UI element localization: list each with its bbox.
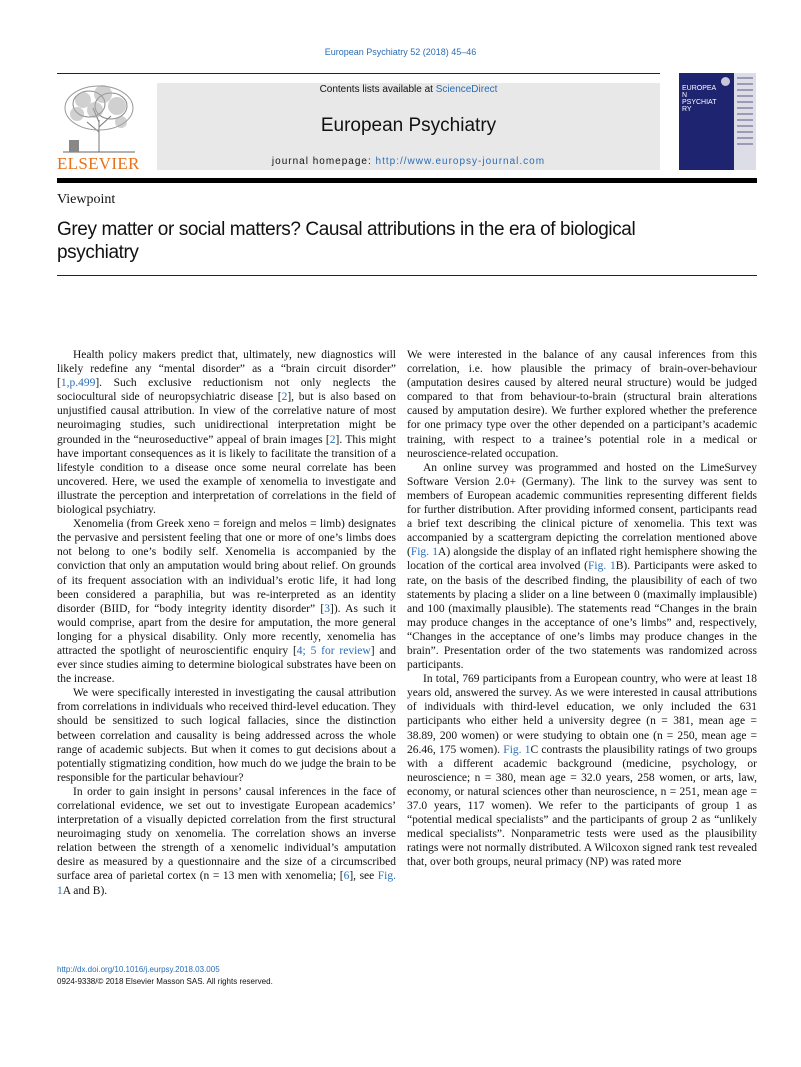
paragraph [57,348,396,517]
text-run: ] and ever since studies aiming to determine biological substrates have been on the increase. [57,644,396,686]
header-rule [57,73,660,74]
elsevier-logo[interactable] [57,82,139,174]
reference-link[interactable]: 3 [324,602,330,615]
text-run: In total, 769 participants from a European country, who were at least 18 years old, answered the survey. As we were interested in causal attributions of individuals with third-level education, we only included the 631 participants who either held a university degree (n = 381, mean age = 38.89, 200 women) or were studying to obtain one (n = 250, mean age = 26.46, 175 women). [407,673,757,756]
journal-title[interactable]: European Psychiatry [320,115,497,136]
journal-citation[interactable]: European Psychiatry 52 (2018) 45–46 [324,47,477,57]
text-run: ]. Such exclusive reductionism not only neglects the sociocultural side of neuropsychiatric disease [ [57,377,396,404]
contents-line [157,83,660,96]
article-title: Grey matter or social matters? Causal attributions in the era of biological psychiatry [57,219,636,263]
reference-link[interactable]: Fig. 1 [503,743,531,756]
contents-prefix: Contents lists available at [319,84,436,95]
elsevier-tree-icon [59,82,137,154]
reference-link[interactable]: 6 [343,870,350,883]
reference-link[interactable]: Fig. 1 [588,560,616,573]
text-run: In order to gain insight in persons’ causal inferences in the face of correlational evidence, we set out to investigate European academics’ interpretation of a visually depicted correlation from the first structural neuroimaging study on xenomelia. The correlation shows an inverse relation between the strength of a xenomelic individual’s amputation desire as measured by a questionnaire and the size of a circumscribed surface area of parietal cortex (n = 13 men with xenomelia; [ [57,785,396,883]
body-column-right [407,348,757,869]
reference-link[interactable]: 2 [329,433,336,446]
text-run: C contrasts the plausibility ratings of two groups with a different academic background (medicine, psychology, or neuroscience; n = 380, mean age = 32.0 years, 258 women, or arts, law, economy, or natural sciences other than neuroscience, n = 251, mean age = 37.0 years, 117 women). We refer to the participants of group 1 as “potential medical specialists” and the participants of group 2 as “unlikely medical specialists”. Nonparametric tests were used as the plausibility ratings were not normally distributed. A Wilcoxon signed rank test revealed that, over both groups, neural primacy (NP) was rated more [407,743,757,869]
homepage-link[interactable]: http://www.europsy-journal.com [375,156,546,167]
paragraph [407,348,757,461]
cover-badge-icon [721,77,730,86]
paragraph [407,672,757,869]
cover-title: EUROPEAN PSYCHIATRY [682,85,717,113]
cover-contents-strip [734,73,756,170]
text-run: B). Participants were asked to rate, on the basis of the described finding, the plausibility of each of two statements by placing a slider on a line between 0 (maximally implausible) and 100 (maximally plausible). The statements read “Changes in the brain may produce changes in the acceptance of one’s limbs” and, respectively, “Changes in the acceptance of one’s limbs may produce changes in the brain”. Presentation order of the two statements was randomized across participants. [407,560,758,672]
text-run: We were specifically interested in investigating the causal attribution from correlations in individuals who received third-level education. They should be sensitized to such logical fallacies, since the distinction between correlation and causality is being addressed across the whole range of academic subjects. But when it comes to gut decisions about a potentially stigmatizing condition, how much do we judge the brain to be responsible for the particular behaviour? [57,687,396,784]
text-run: Health policy makers predict that, ultimately, new diagnostics will likely redefine any “mental disorder” as a “brain circuit disorder” [ [57,349,396,390]
reference-link[interactable]: 1,p.499 [60,377,96,390]
text-run: Xenomelia (from Greek xeno = foreign and melos = limb) designates the pervasive and persistent feeling that one or more of one’s limbs does not belong to one’s bodily self. Xenomelia is accompanied by the conviction that only an amputation would bring about relief. On grounds of its frequent association with an individual’s erotic life, it had long been considered a paraphilia, but was re-interpreted as an identity disorder (BIID, for “body integrity identity disorder” [ [57,518,396,615]
copyright: 0924-9338/© 2018 Elsevier Masson SAS. All rights reserved. [57,977,273,986]
text-run: ]. This might have important consequences as it is likely to facilitate the transition of a lifestyle condition to a disease once some neural correlate has been uncovered. Here, we used the example of xenomelia to investigate and illustrate the perception and interpretation of correlations in the field of biological psychiatry. [57,433,396,517]
sciencedirect-link[interactable]: ScienceDirect [435,84,498,95]
homepage-prefix: journal homepage: [271,156,376,167]
text-run: An online survey was programmed and hosted on the LimeSurvey Software Version 2.0+ (Germany). The link to the survey was sent to members of European academic communities representing different fields for further distribution. After providing informed consent, participants read a brief text describing the clinical picture of xenomelia. This text was accompanied by a scattergram depicting the correlation mentioned above ( [407,461,757,559]
text-run: A) alongside the display of an inflated right hemisphere showing the location of the cortical area involved ( [407,546,757,573]
text-run: ], but is also based on unjustified causal attribution. In view of the correlative nature of most neuroimaging studies, such unidirectional interpretation might be grounded in the “neuroseductive” appeal of brain images [ [57,391,396,446]
header-thick-rule [57,178,757,183]
reference-link[interactable]: 2 [281,391,288,404]
text-run: A and B). [62,884,108,897]
paragraph [57,686,396,785]
title-rule [57,275,757,276]
homepage-line [157,156,660,167]
text-run: ]). As such it would comprise, apart from the desire for amputation, the more general longing for a physical disability. Only more recently, xenomelia has attracted the spotlight of neuroscientific enquiry [ [57,602,396,657]
body-column-left [57,348,396,898]
journal-cover-image[interactable] [679,73,756,170]
doi-link[interactable]: http://dx.doi.org/10.1016/j.eurpsy.2018.03.005 [57,965,220,974]
footer [57,964,273,988]
reference-link[interactable]: 4; 5 for review [296,644,371,657]
reference-link[interactable]: Fig. 1 [410,546,439,559]
elsevier-wordmark: ELSEVIER [57,154,140,173]
paragraph [57,517,396,686]
text-run: We were interested in the balance of any causal inferences from this correlation, i.e. how plausible the primacy of brain-over-behaviour (amputation desires caused by altered neural structure) would be judged compared to that from behaviour-to-brain (structural brain alterations caused by amputation desire). We further explored whether the preference for one primacy type over the other depended on a participant’s academic training, with respect to a trainee’s potential role in a medical or neuroscience-related occupation. [407,349,757,460]
paragraph [407,461,757,672]
reference-link[interactable]: Fig. 1 [57,870,396,897]
paragraph [57,785,396,898]
text-run: ], see [349,870,378,883]
article-section: Viewpoint [57,192,116,207]
journal-banner [157,83,660,170]
